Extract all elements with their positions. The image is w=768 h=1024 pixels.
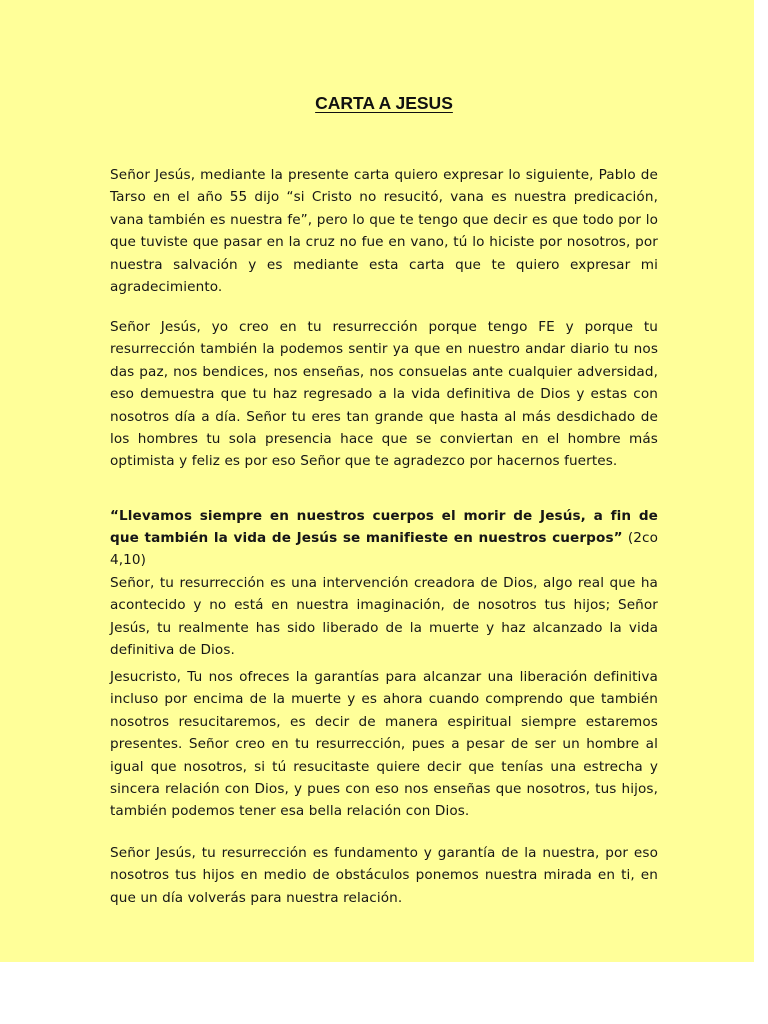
paragraph-resurrection: Señor, tu resurrección es una intervención creadora de Dios, algo real que ha acontecido y no está en nuestra imaginación, de nosotros tus hijos; Señor Jesús, tu realmente has sido liberado de la muerte y haz alcanzado la vida definitiva de Dios.	[110, 575, 658, 659]
bible-quote-reference: (2co 4,10)	[110, 530, 658, 568]
bible-quote-text: “Llevamos siempre en nuestros cuerpos el morir de Jesús, a fin de que también la vida de Jesús se manifieste en nuestros cuerpos”	[110, 508, 658, 546]
paragraph-closing: Señor Jesús, tu resurrección es fundamento y garantía de la nuestra, por eso nosotros tus hijos en medio de obstáculos ponemos nuestra mirada en ti, en que un día volverás para nuestra relación.	[110, 845, 658, 906]
paragraph-intro: Señor Jesús, mediante la presente carta quiero expresar lo siguiente, Pablo de Tarso en el año 55 dijo “si Cristo no resucitó, vana es nuestra predicación, vana también es nuestra fe”, pero lo que te tengo que decir es que todo por lo que tuviste que pasar en la cruz no fue en vano, tú lo hiciste por nosotros, por nuestra salvación y es mediante esta carta que te quiero expresar mi agradecimiento.	[110, 167, 658, 296]
letter-title-text: CARTA A JESUS	[315, 93, 453, 113]
paragraph-faith: Señor Jesús, yo creo en tu resurrección porque tengo FE y porque tu resurrección también la podemos sentir ya que en nuestro andar diario tu nos das paz, nos bendices, nos enseñas, nos consuelas ante cualquier adversidad, eso demuestra que tu haz regresado a la vida definitiva de Dios y estas con nosotros día a día. Señor tu eres tan grande que hasta al más desdichado de los hombres tu sola presencia hace que se conviertan en el hombre más optimista y feliz es por eso Señor que te agradezco por hacernos fuertes.	[110, 319, 658, 470]
letter-title	[0, 93, 768, 114]
paragraph-guarantee: Jesucristo, Tu nos ofreces la garantías para alcanzar una liberación definitiva incluso por encima de la muerte y es ahora cuando comprendo que también nosotros resucitaremos, es decir de manera espiritual siempre estaremos presentes. Señor creo en tu resurrección, pues a pesar de ser un hombre al igual que nosotros, si tú resucitaste quiere decir que tenías una estrecha y sincera relación con Dios, y pues con eso nos enseñas que nosotros, tus hijos, también podemos tener esa bella relación con Dios.	[110, 669, 658, 820]
bible-quote	[110, 505, 658, 571]
